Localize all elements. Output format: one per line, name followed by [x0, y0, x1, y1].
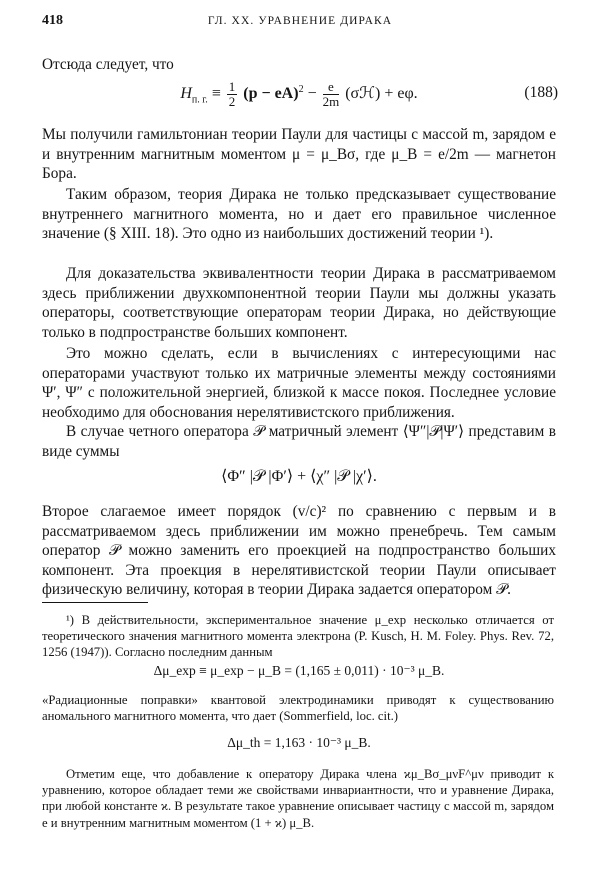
page-header [42, 13, 558, 33]
paragraph-4: Это можно сделать, если в вычислениях с интересующими нас операторами участвуют только их матричные элементы между состояниями Ψ′, Ψ″ с положительной энергией, близкой к массе покоя. Последнее условие необходимо для обоснования нерелятивистского приближения. [42, 345, 556, 421]
paragraph-5: В случае четного оператора 𝒫 матричный элемент ⟨Ψ″|𝒫|Ψ′⟩ представим в виде суммы [42, 423, 556, 460]
fraction-denominator: 2 [228, 94, 236, 109]
equiv-sign: ≡ [207, 85, 225, 103]
fraction-denominator: 2m [322, 94, 340, 109]
footnote-text-1: ¹) В действительности, экспериментальное значение μ_exp несколько отличается от теоретического значения магнитного момента электрона (P. Kusch, H. M. Foley. Phys. Rev. 72, 1256 (1947)). Согласно последним данным [42, 613, 554, 660]
spin-term: (σℋ) + eφ. [341, 85, 418, 103]
footnote-equation-1: Δμ_exp ≡ μ_exp − μ_B = (1,165 ± 0,011) · 10⁻³ μ_B. [153, 663, 445, 678]
footnote-text-3: Отметим еще, что добавление к оператору Дирака члена ϰμ_Bσ_μνF^μν приводит к уравнению, которое обладает теми же свойствами инвариантности, что и уравнение Дирака, при любой константе ϰ. В результате такое уравнение описывает частицу с массой m, зарядом e и внутренним магнитным моментом (1 + ϰ) μ_B. [42, 767, 554, 830]
fraction-numerator: 1 [228, 79, 236, 94]
e-over-2m-fraction [323, 80, 340, 109]
running-head: ГЛ. XX. УРАВНЕНИЕ ДИРАКА [207, 15, 393, 27]
square-exponent: 2 [298, 83, 304, 95]
equation-188 [42, 80, 556, 109]
paragraph-6: Второе слагаемое имеет порядок (v/c)² по сравнению с первым и в рассматриваемом здесь приближении им можно пренебречь. Тем самым оператор 𝒫 можно заменить его проекцией на подпространство больших компонент. Эта проекция в нерелятивистской теории Паули описывает физическую величину, которая в теории Дирака задается оператором 𝒫. [42, 503, 556, 599]
hamiltonian-symbol: H [180, 85, 192, 103]
footnote-text-2: «Радиационные поправки» квантовой электродинамики приводят к существованию аномального магнитного момента, что дает (Sommerfield, loc. cit.) [42, 693, 554, 724]
fraction-numerator: e [323, 80, 340, 95]
footnote-equation-2: Δμ_th = 1,163 · 10⁻³ μ_B. [227, 735, 371, 750]
minus-sign: − [303, 85, 321, 103]
equation-number: (188) [524, 84, 558, 101]
paragraph-2: Таким образом, теория Дирака не только предсказывает существование внутреннего магнитного момента, но и дает его правильное численное значение (§ XIII. 18). Это одно из наибольших достижений теории ¹). [42, 186, 556, 243]
intro-line: Отсюда следует, что [42, 56, 174, 73]
page-number: 418 [42, 13, 63, 28]
one-half-fraction [227, 80, 238, 109]
equation-sum: ⟨Φ″ |𝒫 |Φ′⟩ + ⟨χ″ |𝒫 |χ′⟩. [221, 468, 377, 485]
footnote-rule [42, 602, 148, 603]
paragraph-3: Для доказательства эквивалентности теории Дирака в рассматриваемом здесь приближении двухкомпонентной теории Паули мы должны указать операторы, соответствующие операторам теории Дирака, но действующие только в подпространстве больших компонент. [42, 265, 556, 341]
paragraph-1: Мы получили гамильтониан теории Паули для частицы с массой m, зарядом e и внутренним магнитным моментом μ = μ_Bσ, где μ_B = e/2m — магнетон Бора. [42, 126, 556, 183]
hamiltonian-subscript: п. г. [191, 94, 208, 106]
kinetic-momentum: (p − eA) [239, 85, 299, 103]
